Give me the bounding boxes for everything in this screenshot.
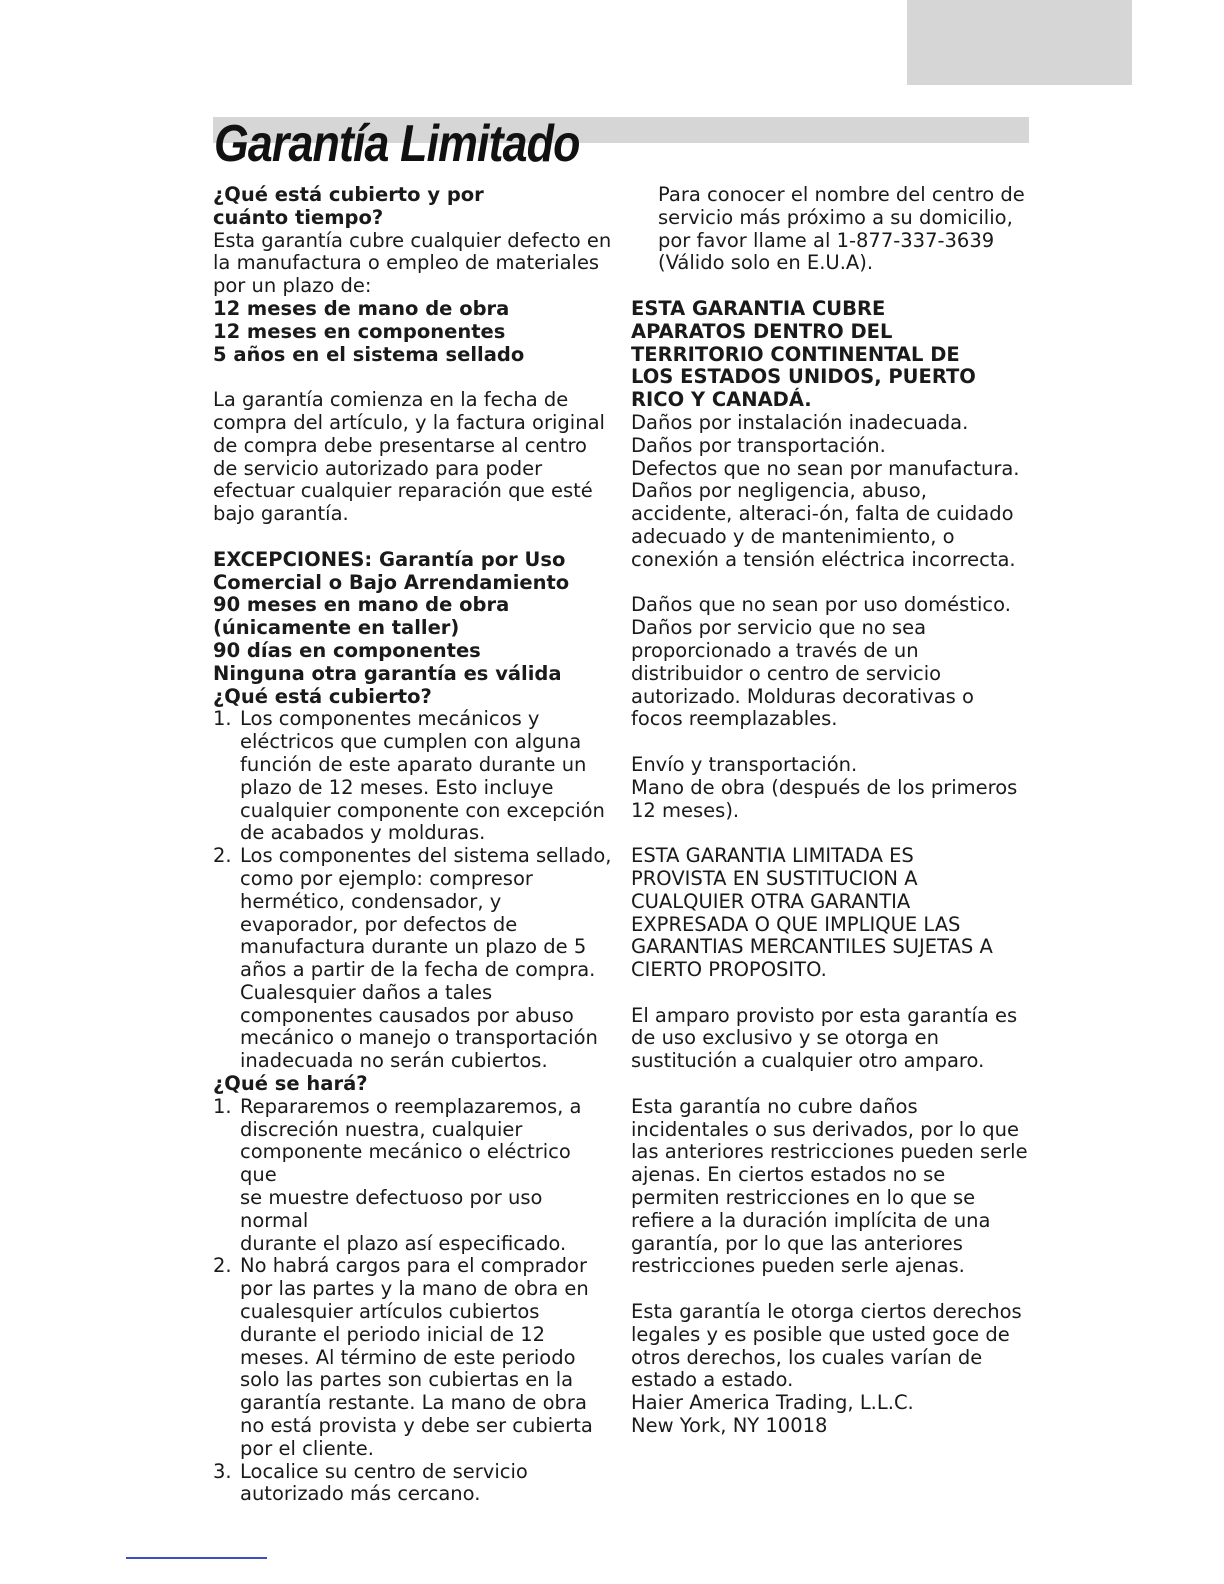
heading-what-covered: ¿Qué está cubierto? [213,684,432,708]
service-center-text: Para conocer el nombre del centro de servicio más próximo a su domicilio, por favor llame al 1-877-337-3639 (Válido solo en E.U.A). [658,183,1025,275]
exclusions-text: Envío y transportación. Mano de obra (después de los primeros 12 meses). [631,752,1018,822]
heading-coverage-time: ¿Qué está cubierto y por cuánto tiempo? [213,183,484,229]
page-title: Garantía Limitado [214,115,580,173]
legal-rights-text: Esta garantía le otorga ciertos derechos legales y es posible que usted goce de otros derechos, los cuales varían de estado a estado. [631,1300,1022,1392]
actions-list [213,1096,613,1506]
exclusive-remedy-text: El amparo provisto por esta garantía es de uso exclusivo y se otorga en sustitución a cualquier otro amparo. [631,1003,1018,1073]
limited-warranty-notice: ESTA GARANTIA LIMITADA ES PROVISTA EN SUSTITUCION A CUALQUIER OTRA GARANTIA EXPRESADA O QUE IMPLIQUE LAS GARANTIAS MERCANTILES SUJETAS A CIERTO PROPOSITO. [631,844,993,982]
footer-rule [126,1557,267,1559]
list-item: 1. Repararemos o reemplazaremos, a discreción nuestra, cualquier componente mecánico o eléctrico que se muestre defectuoso por uso normal durante el plazo así especificado. [213,1094,582,1255]
incidental-damages-text: Esta garantía no cubre daños incidentales o sus derivados, por lo que las anteriores restricciones pueden serle ajenas. En ciertos estados no se permiten restricciones en lo que se refiere a la duración implícita de una garantía, por lo que las anteriores restricciones pueden serle ajenas. [631,1094,1028,1278]
coverage-text: Esta garantía cubre cualquier defecto en la manufactura o empleo de materiales por un plazo de: [213,228,612,298]
covered-list [213,708,613,1073]
list-item: 2. No habrá cargos para el comprador por las partes y la mano de obra en cualesquier artículos cubiertos durante el periodo inicial de 12 meses. Al término de este periodo solo las partes son cubiertas en la garantía restante. La mano de obra no está provista y debe ser cubierta por el cliente. [213,1254,593,1460]
list-item: 3. Localice su centro de servicio autorizado más cercano. [213,1459,528,1506]
warranty-start-text: La garantía comienza en la fecha de compra del artículo, y la factura original de compra debe presentarse al centro de servicio autorizado para poder efectuar cualquier reparación que esté bajo garantía. [213,388,605,526]
list-item: 2. Los componentes del sistema sellado, como por ejemplo: compresor hermético, condensador, y evaporador, por defectos de manufactura durante un plazo de 5 años a partir de la fecha de compra. Cualesquier daños a tales componentes causados por abuso mecánico o manejo o transportación inadecuada no serán cubiertos. [213,844,612,1073]
exclusions-text: Daños por instalación inadecuada. Daños por transportación. Defectos que no sean por manufactura. Daños por negligencia, abuso, accidente, alteraci-ón, falta de cuidado adecuado y de mantenimiento, o conexión a tensión eléctrica incorrecta. [631,410,1020,571]
exceptions-block: EXCEPCIONES: Garantía por Uso Comercial o Bajo Arrendamiento 90 meses en mano de obra (únicamente en taller) 90 días en componentes Ninguna otra garantía es válida [213,547,570,685]
right-column [631,184,1031,1438]
coverage-territory-heading: ESTA GARANTIA CUBRE APARATOS DENTRO DEL TERRITORIO CONTINENTAL DE LOS ESTADOS UNIDOS, PUERTO RICO Y CANADÁ. [631,296,976,412]
exclusions-text: Daños que no sean por uso doméstico. Daños por servicio que no sea proporcionado a través de un distribuidor o centro de servicio autorizado. Molduras decorativas o focos reemplazables. [631,593,1011,731]
corner-tab-marker [907,0,1132,85]
left-column [213,184,613,1506]
coverage-terms: 12 meses de mano de obra 12 meses en componentes 5 años en el sistema sellado [213,296,525,366]
heading-what-will-be-done: ¿Qué se hará? [213,1072,368,1096]
company-address: Haier America Trading, L.L.C. New York, NY 10018 [631,1391,914,1438]
list-item: 1. Los componentes mecánicos y eléctricos que cumplen con alguna función de este aparato durante un plazo de 12 meses. Esto incluye cualquier componente con excepción de acabados y molduras. [213,707,605,845]
